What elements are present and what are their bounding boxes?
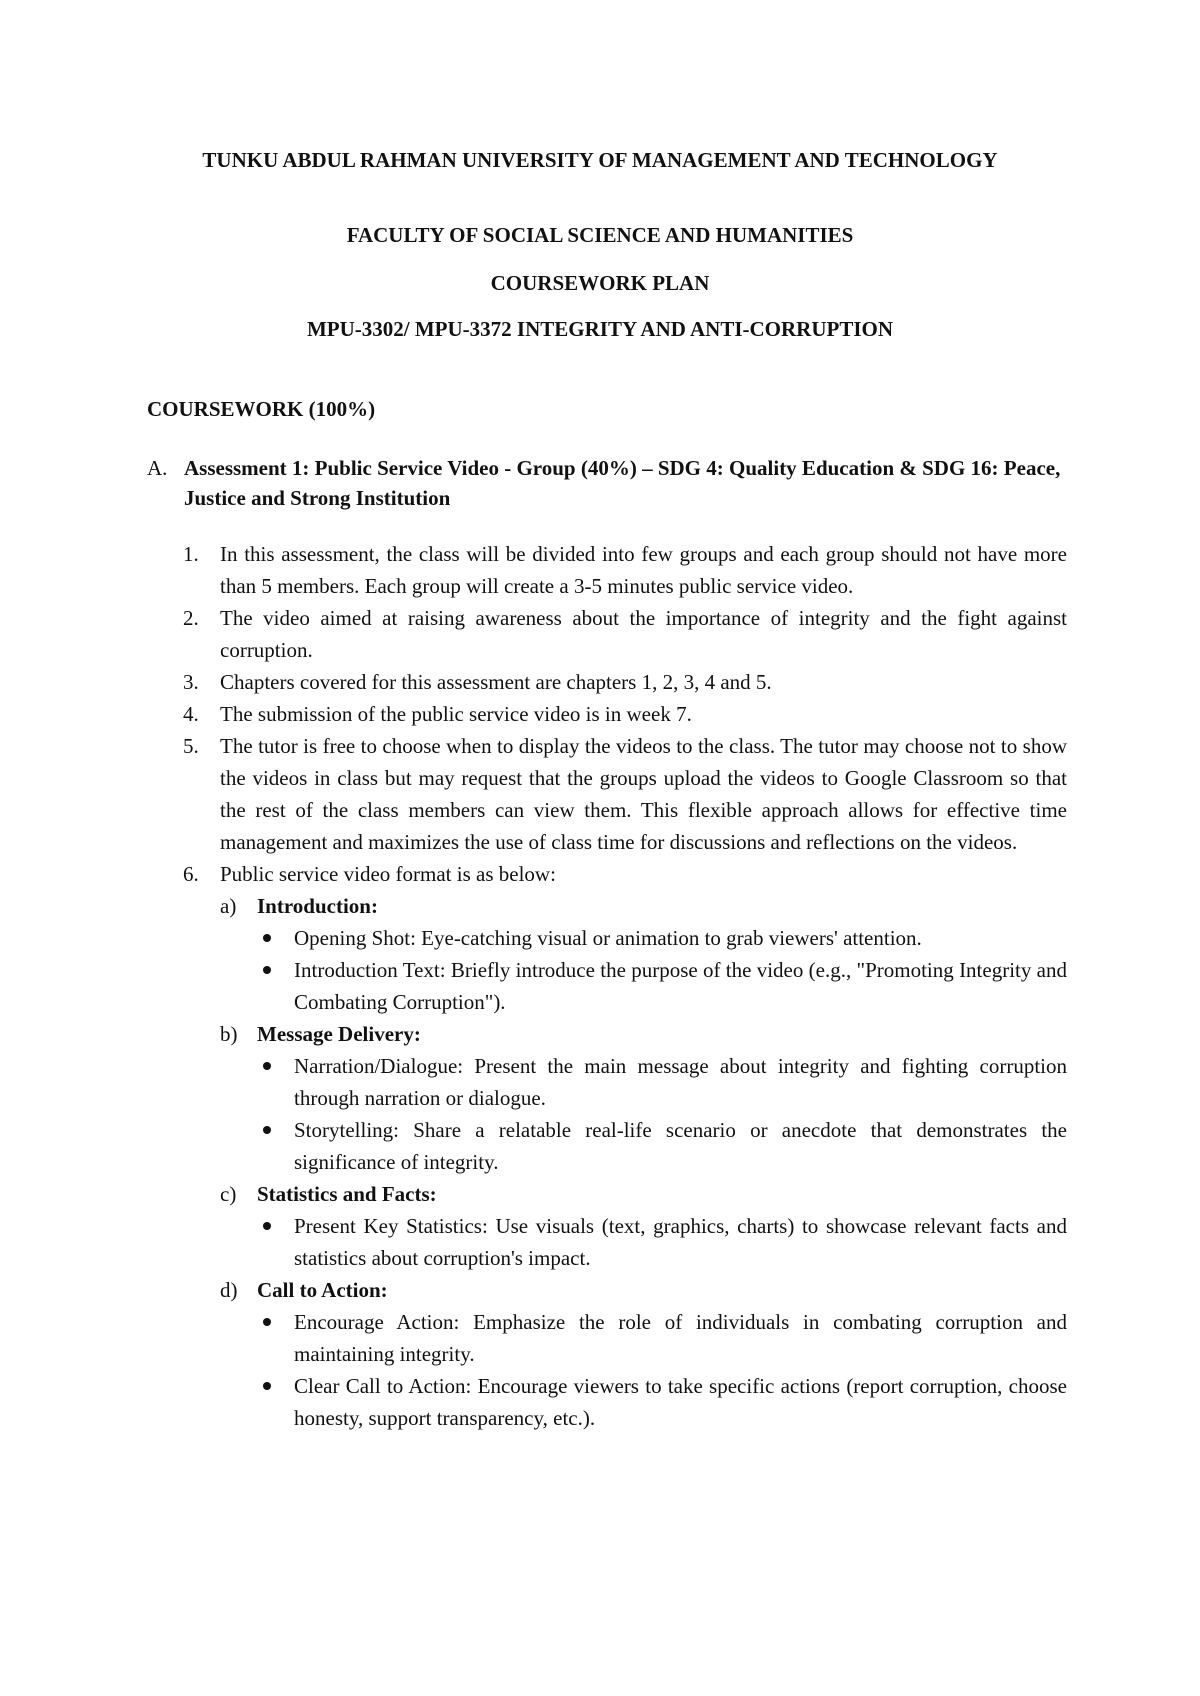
bullet-list bbox=[257, 1050, 1067, 1178]
list-item bbox=[183, 602, 1067, 666]
section-letter: b) bbox=[220, 1022, 238, 1046]
section-letter: c) bbox=[220, 1182, 237, 1206]
bullet-item bbox=[257, 1210, 1067, 1274]
assessment-title: Assessment 1: Public Service Video - Group (40%) – SDG 4: Quality Education & SDG 16: Peace, Justice and Strong Institution bbox=[184, 456, 1061, 510]
document-title: COURSEWORK PLAN bbox=[490, 271, 710, 295]
list-item bbox=[183, 538, 1067, 602]
bullet-icon bbox=[263, 1222, 271, 1230]
bullet-item bbox=[257, 954, 1067, 1018]
section-title: Introduction: bbox=[257, 894, 378, 918]
bullet-item bbox=[257, 1370, 1067, 1434]
list-item bbox=[183, 730, 1067, 858]
bullet-text: Opening Shot: Eye-catching visual or animation to grab viewers' attention. bbox=[294, 926, 922, 950]
item-text: The video aimed at raising awareness about the importance of integrity and the fight against corruption. bbox=[220, 606, 1067, 662]
item-number: 5. bbox=[183, 734, 199, 758]
bullet-icon bbox=[263, 1062, 271, 1070]
item-text: The tutor is free to choose when to display the videos to the class. The tutor may choose not to show the videos in class but may request that the groups upload the videos to Google Classroom so that the rest of the class members can view them. This flexible approach allows for effective time management and maximizes the use of class time for discussions and reflections on the videos. bbox=[220, 734, 1067, 854]
format-section-call-to-action bbox=[220, 1274, 1067, 1434]
item-text: Chapters covered for this assessment are chapters 1, 2, 3, 4 and 5. bbox=[220, 670, 772, 694]
item-number: 6. bbox=[183, 862, 199, 886]
faculty-title: FACULTY OF SOCIAL SCIENCE AND HUMANITIES bbox=[346, 223, 854, 247]
bullet-list bbox=[257, 1210, 1067, 1274]
item-text: The submission of the public service video is in week 7. bbox=[220, 702, 692, 726]
format-section-introduction bbox=[220, 890, 1067, 1018]
bullet-item bbox=[257, 1114, 1067, 1178]
assessment-marker: A. bbox=[147, 456, 168, 480]
coursework-heading: COURSEWORK (100%) bbox=[147, 397, 376, 421]
bullet-item bbox=[257, 1050, 1067, 1114]
format-section-message-delivery bbox=[220, 1018, 1067, 1178]
item-text: In this assessment, the class will be divided into few groups and each group should not have more than 5 members. Each group will create a 3-5 minutes public service video. bbox=[220, 542, 1067, 598]
item-number: 1. bbox=[183, 542, 199, 566]
item-number: 4. bbox=[183, 702, 199, 726]
bullet-text: Storytelling: Share a relatable real-life scenario or anecdote that demonstrates the significance of integrity. bbox=[294, 1118, 1067, 1174]
instructions-list bbox=[183, 538, 1067, 1434]
bullet-icon bbox=[263, 1318, 271, 1326]
bullet-icon bbox=[263, 1382, 271, 1390]
bullet-text: Encourage Action: Emphasize the role of individuals in combating corruption and maintaining integrity. bbox=[294, 1310, 1067, 1366]
section-letter: a) bbox=[220, 894, 237, 918]
bullet-text: Present Key Statistics: Use visuals (text, graphics, charts) to showcase relevant facts and statistics about corruption's impact. bbox=[294, 1214, 1067, 1270]
list-item bbox=[183, 858, 1067, 1434]
section-title: Message Delivery: bbox=[257, 1022, 421, 1046]
bullet-icon bbox=[263, 966, 271, 974]
assessment-heading bbox=[147, 453, 1067, 513]
bullet-text: Introduction Text: Briefly introduce the purpose of the video (e.g., "Promoting Integrity and Combating Corruption"). bbox=[294, 958, 1067, 1014]
university-title: TUNKU ABDUL RAHMAN UNIVERSITY OF MANAGEMENT AND TECHNOLOGY bbox=[202, 148, 998, 172]
bullet-list bbox=[257, 1306, 1067, 1434]
bullet-item bbox=[257, 922, 1067, 954]
bullet-icon bbox=[263, 934, 271, 942]
item-number: 3. bbox=[183, 670, 199, 694]
format-section-statistics bbox=[220, 1178, 1067, 1274]
bullet-text: Narration/Dialogue: Present the main message about integrity and fighting corruption through narration or dialogue. bbox=[294, 1054, 1067, 1110]
video-format-list bbox=[220, 890, 1067, 1434]
item-number: 2. bbox=[183, 606, 199, 630]
section-letter: d) bbox=[220, 1278, 238, 1302]
section-title: Call to Action: bbox=[257, 1278, 388, 1302]
section-title: Statistics and Facts: bbox=[257, 1182, 437, 1206]
list-item bbox=[183, 698, 1067, 730]
list-item bbox=[183, 666, 1067, 698]
item-text: Public service video format is as below: bbox=[220, 862, 556, 886]
bullet-text: Clear Call to Action: Encourage viewers to take specific actions (report corruption, choose honesty, support transparency, etc.). bbox=[294, 1374, 1067, 1430]
bullet-icon bbox=[263, 1126, 271, 1134]
bullet-list bbox=[257, 922, 1067, 1018]
bullet-item bbox=[257, 1306, 1067, 1370]
course-title: MPU-3302/ MPU-3372 INTEGRITY AND ANTI-CORRUPTION bbox=[306, 317, 894, 341]
